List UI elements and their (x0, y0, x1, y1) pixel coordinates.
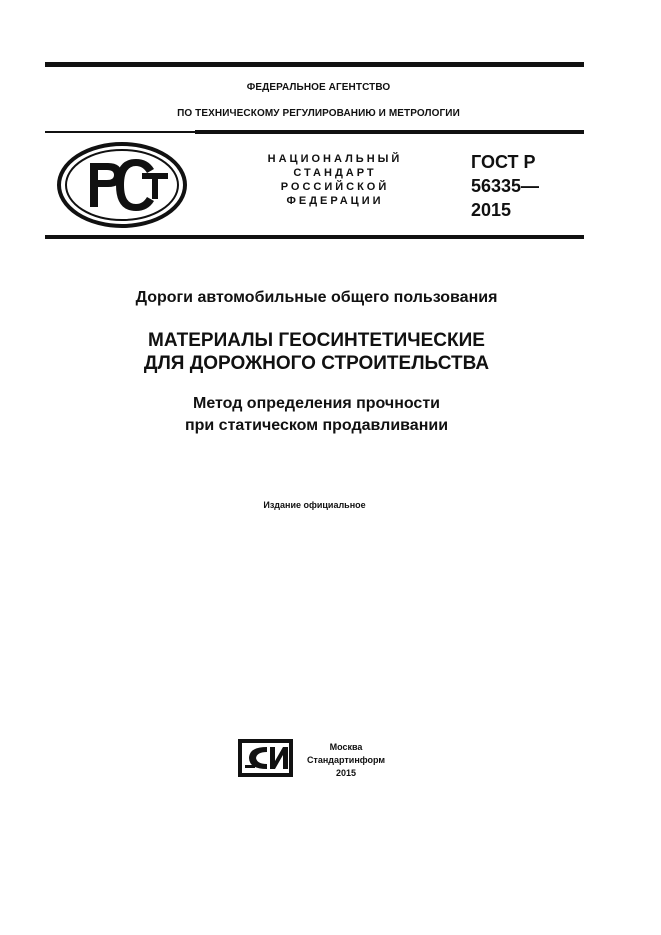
publisher-year: 2015 (335, 768, 357, 778)
title-line-1: МАТЕРИАЛЫ ГЕОСИНТЕТИЧЕСКИЕ (148, 330, 485, 351)
document-subject: Дороги автомобильные общего пользования (135, 289, 498, 306)
standartinform-logo-icon (237, 738, 294, 778)
agency-line-1: ФЕДЕРАЛЬНОЕ АГЕНТСТВО (246, 82, 391, 93)
national-line-2: СТАНДАРТ (293, 167, 377, 179)
gost-number (471, 150, 581, 222)
subtitle-line-1: Метод определения прочности (193, 395, 440, 412)
national-line-1: НАЦИОНАЛЬНЫЙ (267, 153, 403, 165)
publisher-city: Москва (329, 742, 363, 752)
national-line-3: РОССИЙСКОЙ (280, 181, 390, 193)
gost-line-1: ГОСТ Р (471, 152, 536, 172)
rst-logo-icon (56, 141, 188, 229)
top-rule (45, 62, 584, 67)
document-subtitle (0, 393, 647, 437)
subtitle-line-2: при статическом продавливании (184, 417, 449, 434)
gost-line-2: 56335— (471, 176, 540, 196)
publisher-name: Стандартинформ (306, 755, 386, 765)
agency-line-2: ПО ТЕХНИЧЕСКОМУ РЕГУЛИРОВАНИЮ И МЕТРОЛОГИИ (177, 108, 460, 119)
publisher-info (296, 741, 396, 780)
middle-rule-thick (195, 130, 584, 134)
document-title (0, 329, 647, 375)
gost-line-3: 2015 (471, 200, 512, 220)
title-line-2: ДЛЯ ДОРОЖНОГО СТРОИТЕЛЬСТВА (143, 353, 490, 374)
bottom-rule (45, 235, 584, 239)
national-line-4: ФЕДЕРАЦИИ (286, 195, 384, 207)
edition-label: Издание официальное (263, 500, 366, 510)
national-standard-label (235, 152, 435, 208)
